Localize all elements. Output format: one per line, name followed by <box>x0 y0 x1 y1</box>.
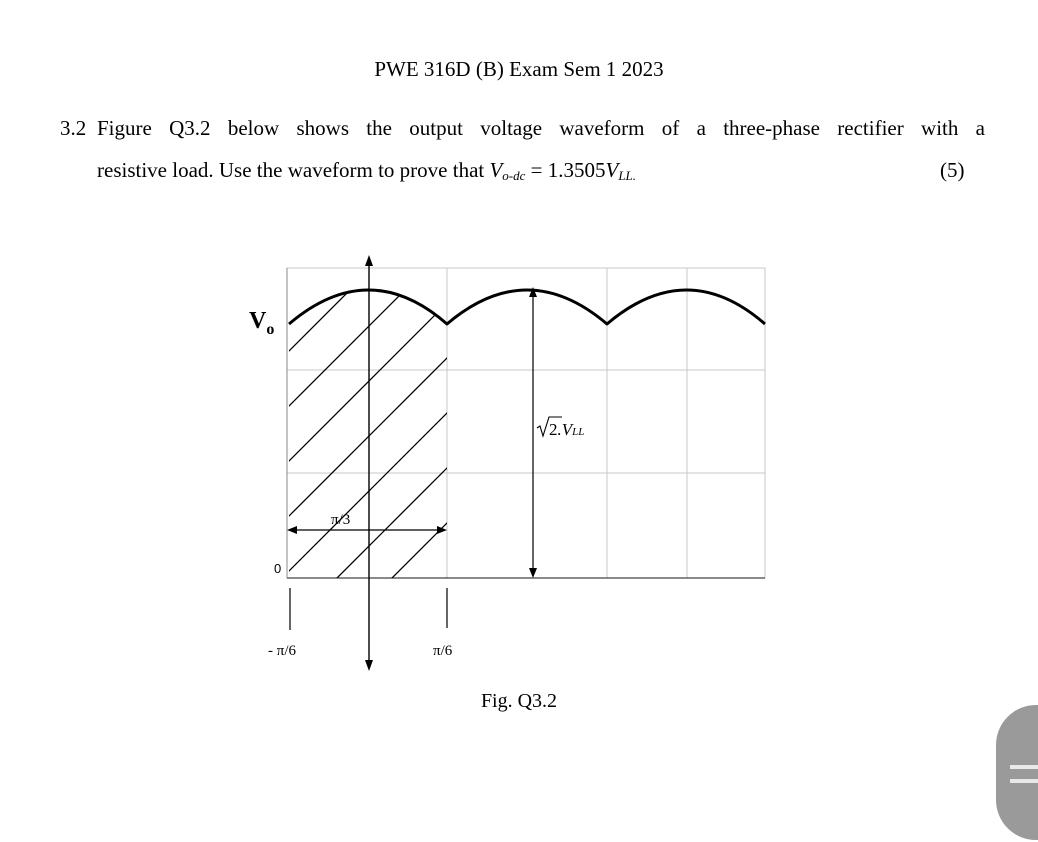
y-axis-label: $V_o$ <box>249 308 275 338</box>
hatched-area <box>200 220 580 645</box>
question-text-line1: Figure Q3.2 below shows the output voltage waveform of a three-phase rectifier with a <box>97 116 985 140</box>
exam-header: PWE 316D (B) Exam Sem 1 2023 <box>374 57 664 81</box>
question-marks: (5) <box>940 158 965 182</box>
handle-grip-icon <box>1010 765 1038 769</box>
question-number: 3.2 <box>60 116 87 140</box>
tick-left-label: - π/6 <box>268 643 296 659</box>
amplitude-arrow-head-down <box>529 568 537 578</box>
formula-lhs: $V_{o-dc}$ <box>489 158 526 183</box>
formula-rhs: $V_{LL.}$ <box>605 158 637 183</box>
vertical-axis-arrow-down <box>365 660 373 671</box>
figure-caption: Fig. Q3.2 <box>480 690 558 712</box>
tick-right-label: π/6 <box>433 643 453 659</box>
span-label: π/3 <box>331 512 351 528</box>
zero-label: 0 <box>274 561 282 576</box>
amplitude-label: 2.VLL <box>549 420 585 439</box>
side-panel-handle[interactable] <box>996 705 1038 840</box>
handle-grip-icon <box>1010 779 1038 783</box>
span-arrow-head-left <box>287 526 297 534</box>
formula-middle: = 1.3505 <box>525 158 606 182</box>
vertical-axis-arrow-up <box>365 255 373 266</box>
plot-frame <box>287 268 765 578</box>
output-voltage-waveform <box>289 290 765 324</box>
question-text-prefix: resistive load. Use the waveform to prove that <box>97 158 490 182</box>
